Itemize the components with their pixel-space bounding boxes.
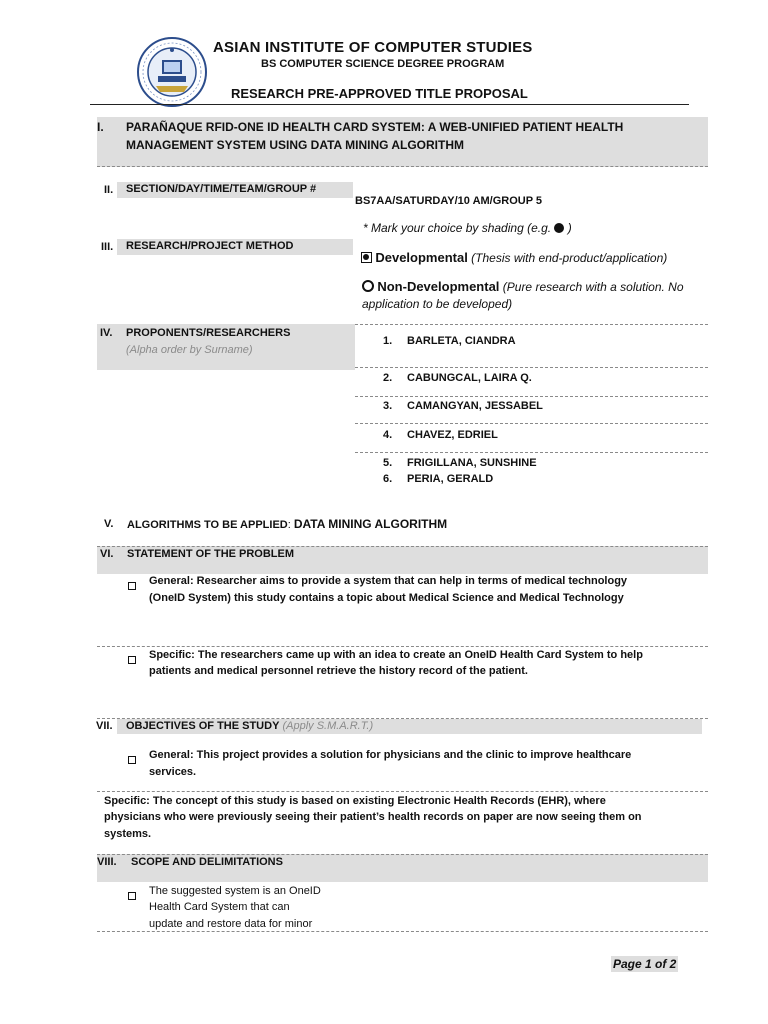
algorithms-value: DATA MINING ALGORITHM bbox=[293, 517, 448, 531]
proponent-5 bbox=[383, 457, 537, 469]
institute-name: ASIAN INSTITUTE OF COMPUTER STUDIES bbox=[213, 39, 533, 56]
section-1-number: I. bbox=[97, 120, 104, 134]
proponent-number: 6. bbox=[383, 473, 393, 485]
section-2-label bbox=[117, 182, 353, 198]
selected-radio-icon[interactable] bbox=[361, 252, 372, 263]
scope-line-1: The suggested system is an OneID bbox=[149, 885, 321, 897]
section-5-number: V. bbox=[104, 518, 114, 530]
problem-specific-line-2: patients and medical personnel retrieve the history record of the patient. bbox=[149, 665, 528, 677]
section-day-time-group-label: SECTION/DAY/TIME/TEAM/GROUP # bbox=[126, 183, 317, 195]
proponent-1 bbox=[383, 335, 516, 347]
scope-line-3: update and restore data for minor bbox=[149, 918, 313, 930]
section-6-number: VI. bbox=[100, 548, 114, 560]
developmental-label: Developmental bbox=[375, 250, 468, 265]
filled-dot-icon bbox=[554, 223, 564, 233]
problem-general-line-2: (OneID System) this study contains a topic about Medical Science and Medical Technology bbox=[149, 592, 624, 604]
objectives-sublabel: (Apply S.M.A.R.T.) bbox=[282, 720, 374, 732]
algorithms-separator: : bbox=[287, 519, 291, 531]
proponent-name: CAMANGYAN, JESSABEL bbox=[407, 400, 543, 412]
section-3-number: III. bbox=[101, 241, 114, 253]
objectives-specific-line-2: physicians who were previously seeing their patient’s health records on paper are now seeing them on bbox=[104, 811, 642, 823]
algorithms-label: ALGORITHMS TO BE APPLIED bbox=[127, 519, 288, 531]
proponent-number: 2. bbox=[383, 372, 393, 384]
thesis-title-line-1: PARAÑAQUE RFID-ONE ID HEALTH CARD SYSTEM: A WEB-UNIFIED PATIENT HEALTH bbox=[126, 120, 624, 134]
proponent-rule bbox=[355, 452, 708, 453]
objectives-specific-line-3: systems. bbox=[104, 828, 152, 840]
proponent-name: CHAVEZ, EDRIEL bbox=[407, 429, 498, 441]
page-number-text: Page 1 of 2 bbox=[613, 957, 677, 971]
objectives-rule bbox=[97, 791, 708, 792]
section-4-number: IV. bbox=[100, 327, 113, 339]
objectives-header bbox=[126, 720, 373, 732]
proponents-top-rule bbox=[355, 324, 708, 325]
research-method-label: RESEARCH/PROJECT METHOD bbox=[126, 240, 294, 252]
objectives-general-line-1: General: This project provides a solution for physicians and the clinic to improve healthcare bbox=[149, 749, 632, 761]
non-developmental-label: Non-Developmental bbox=[377, 279, 500, 294]
proponent-number: 3. bbox=[383, 400, 393, 412]
shading-instruction bbox=[363, 221, 572, 235]
proponent-2 bbox=[383, 372, 532, 384]
developmental-description: (Thesis with end-product/application) bbox=[471, 251, 668, 265]
proponents-sublabel: (Alpha order by Surname) bbox=[126, 344, 253, 356]
page-number bbox=[611, 956, 678, 972]
option-non-developmental[interactable] bbox=[362, 279, 684, 294]
institute-seal-logo bbox=[136, 36, 208, 108]
proponent-rule bbox=[355, 367, 708, 368]
section-day-time-group-value: BS7AA/SATURDAY/10 AM/GROUP 5 bbox=[355, 195, 543, 207]
proponent-name: CABUNGCAL, LAIRA Q. bbox=[407, 372, 532, 384]
thesis-title-line-2: MANAGEMENT SYSTEM USING DATA MINING ALGORITHM bbox=[126, 138, 464, 152]
non-developmental-description-2: application to be developed) bbox=[362, 297, 513, 311]
problem-general-line-1: General: Researcher aims to provide a system that can help in terms of medical technology bbox=[149, 575, 628, 587]
objectives-general-line-2: services. bbox=[149, 766, 197, 778]
section-3-label bbox=[117, 239, 353, 255]
shading-instruction-text: * Mark your choice by shading (e.g. bbox=[363, 221, 555, 235]
proponent-rule bbox=[355, 396, 708, 397]
proponent-name: PERIA, GERALD bbox=[407, 473, 494, 485]
radio-icon[interactable] bbox=[362, 280, 374, 292]
objectives-specific-line-1: Specific: The concept of this study is based on existing Electronic Health Records (EHR), where bbox=[104, 795, 606, 807]
scope-line-2: Health Card System that can bbox=[149, 901, 290, 913]
proponents-label: PROPONENTS/RESEARCHERS bbox=[126, 327, 291, 339]
document-title: RESEARCH PRE-APPROVED TITLE PROPOSAL bbox=[231, 86, 528, 101]
checkbox-icon[interactable] bbox=[128, 576, 136, 594]
proponent-rule bbox=[355, 423, 708, 424]
problem-label: STATEMENT OF THE PROBLEM bbox=[127, 548, 295, 560]
proponent-name: FRIGILLANA, SUNSHINE bbox=[407, 457, 537, 469]
proponent-4 bbox=[383, 429, 498, 441]
checkbox-icon[interactable] bbox=[128, 750, 136, 768]
objectives-label: OBJECTIVES OF THE STUDY bbox=[126, 720, 280, 732]
proponent-number: 4. bbox=[383, 429, 393, 441]
proponent-6 bbox=[383, 473, 493, 485]
section-8-number: VIII. bbox=[97, 856, 117, 868]
shading-instruction-end: ) bbox=[564, 221, 572, 235]
problem-specific-line-1: Specific: The researchers came up with an idea to create an OneID Health Card System to help bbox=[149, 649, 643, 661]
header-rule bbox=[90, 104, 689, 105]
proponent-number: 5. bbox=[383, 457, 393, 469]
proponent-name: BARLETA, CIANDRA bbox=[407, 335, 516, 347]
proponent-3 bbox=[383, 400, 543, 412]
algorithms-row bbox=[127, 517, 447, 531]
non-developmental-description: (Pure research with a solution. No bbox=[502, 280, 684, 294]
program-name: BS COMPUTER SCIENCE DEGREE PROGRAM bbox=[261, 58, 505, 70]
scope-rule bbox=[97, 931, 708, 932]
scope-label: SCOPE AND DELIMITATIONS bbox=[131, 856, 283, 868]
section-7-number: VII. bbox=[96, 720, 113, 732]
checkbox-icon[interactable] bbox=[128, 650, 136, 668]
checkbox-icon[interactable] bbox=[128, 886, 136, 904]
section-2-number: II. bbox=[104, 184, 114, 196]
proponent-number: 1. bbox=[383, 335, 393, 347]
option-developmental[interactable] bbox=[361, 250, 667, 265]
